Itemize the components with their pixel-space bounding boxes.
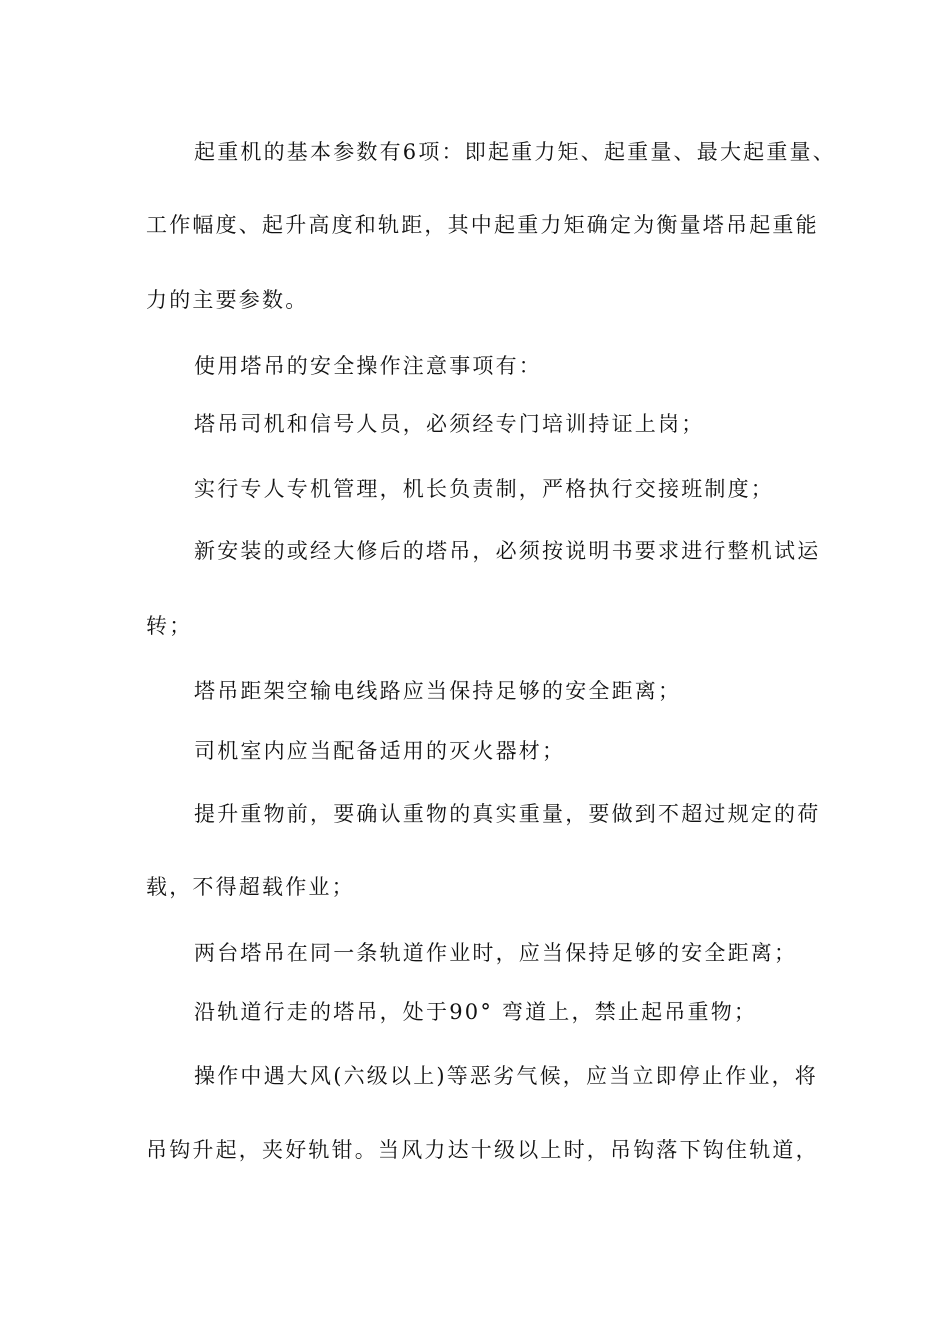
text-line: 新安装的或经大修后的塔吊，必须按说明书要求进行整机试运 <box>194 539 821 563</box>
text-line: 塔吊司机和信号人员，必须经专门培训持证上岗； <box>194 412 705 436</box>
text-line: 吊钩升起，夹好轨钳。当风力达十级以上时，吊钩落下钩住轨道， <box>146 1138 819 1162</box>
text-line: 提升重物前，要确认重物的真实重量，要做到不超过规定的荷 <box>194 802 821 826</box>
text-line: 操作中遇大风(六级以上)等恶劣气候，应当立即停止作业，将 <box>194 1064 818 1088</box>
text-line: 力的主要参数。 <box>146 288 309 312</box>
text-line: 起重机的基本参数有6项：即起重力矩、起重量、最大起重量、 <box>194 140 836 164</box>
text-line: 司机室内应当配备适用的灭火器材； <box>194 739 566 763</box>
text-line: 塔吊距架空输电线路应当保持足够的安全距离； <box>194 679 682 703</box>
text-line: 工作幅度、起升高度和轨距，其中起重力矩确定为衡量塔吊起重能 <box>146 213 819 237</box>
text-line: 沿轨道行走的塔吊，处于90° 弯道上，禁止起吊重物； <box>194 1000 758 1024</box>
text-line: 实行专人专机管理，机长负责制，严格执行交接班制度； <box>194 477 774 501</box>
text-line: 载，不得超载作业； <box>146 875 355 899</box>
text-line: 转； <box>146 614 193 638</box>
text-line: 两台塔吊在同一条轨道作业时，应当保持足够的安全距离； <box>194 941 798 965</box>
text-line: 使用塔吊的安全操作注意事项有： <box>194 354 542 378</box>
